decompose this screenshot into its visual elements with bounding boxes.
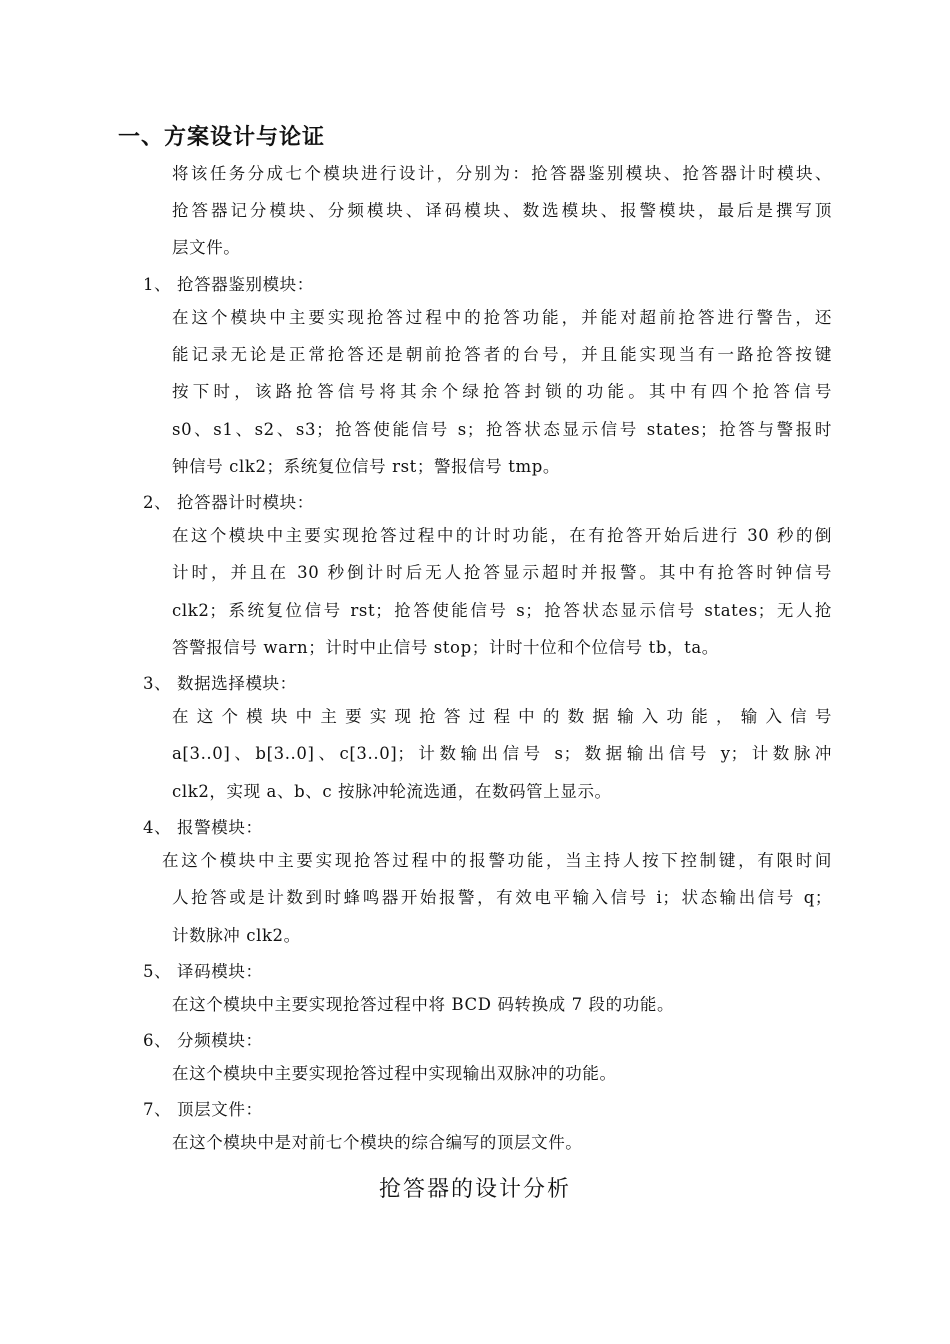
section-2-line: 答警报信号 warn；计时中止信号 stop；计时十位和个位信号 tb，ta。 [172,638,719,657]
section-3-line: a[3..0]、b[3..0]、c[3..0]；计数输出信号 s；数据输出信号 y；计数脉冲 [172,744,832,763]
section-7-title: 7、 顶层文件： [143,1100,263,1119]
footer-title: 抢答器的设计分析 [378,1177,571,1202]
section-5-title: 5、 译码模块： [143,962,263,981]
intro-line: 层文件。 [172,238,241,257]
section-2-line: 计时，并且在 30 秒倒计时后无人抢答显示超时并报警。其中有抢答时钟信号 [172,563,832,582]
section-2-line: clk2；系统复位信号 rst；抢答使能信号 s；抢答状态显示信号 states；无人抢 [172,601,832,620]
section-3-title: 3、 数据选择模块： [143,674,297,693]
section-3-line: 在这个模块中主要实现抢答过程中的数据输入功能，输入信号 [172,707,832,726]
section-5-line: 在这个模块中主要实现抢答过程中将 BCD 码转换成 7 段的功能。 [172,995,675,1014]
section-4-line: 人抢答或是计数到时蜂鸣器开始报警，有效电平输入信号 i；状态输出信号 q； [172,888,832,907]
section-2-line: 在这个模块中主要实现抢答过程中的计时功能，在有抢答开始后进行 30 秒的倒 [172,526,832,545]
section-7-line: 在这个模块中是对前七个模块的综合编写的顶层文件。 [172,1133,583,1152]
section-4-line: 在这个模块中主要实现抢答过程中的报警功能，当主持人按下控制键，有限时间 [162,851,832,870]
section-1-line: 钟信号 clk2；系统复位信号 rst；警报信号 tmp。 [172,457,560,476]
section-1-line: 按下时，该路抢答信号将其余个绿抢答封锁的功能。其中有四个抢答信号 [172,382,832,401]
section-4-title: 4、 报警模块： [143,818,263,837]
section-4-line: 计数脉冲 clk2。 [172,926,301,945]
section-heading: 一、方案设计与论证 [118,124,326,150]
section-3-line: clk2，实现 a、b、c 按脉冲轮流选通，在数码管上显示。 [172,782,612,801]
section-1-line: 能记录无论是正常抢答还是朝前抢答者的台号，并且能实现当有一路抢答按键 [172,345,832,364]
intro-line: 抢答器记分模块、分频模块、译码模块、数选模块、报警模块，最后是撰写顶 [172,201,832,220]
intro-line: 将该任务分成七个模块进行设计，分别为：抢答器鉴别模块、抢答器计时模块、 [172,164,832,183]
section-6-title: 6、 分频模块： [143,1031,263,1050]
section-6-line: 在这个模块中主要实现抢答过程中实现输出双脉冲的功能。 [172,1064,617,1083]
section-1-line: s0、s1、s2、s3；抢答使能信号 s；抢答状态显示信号 states；抢答与警报时 [172,420,832,439]
section-1-title: 1、 抢答器鉴别模块： [143,275,314,294]
section-2-title: 2、 抢答器计时模块： [143,493,314,512]
section-1-line: 在这个模块中主要实现抢答过程中的抢答功能，并能对超前抢答进行警告，还 [172,308,832,327]
